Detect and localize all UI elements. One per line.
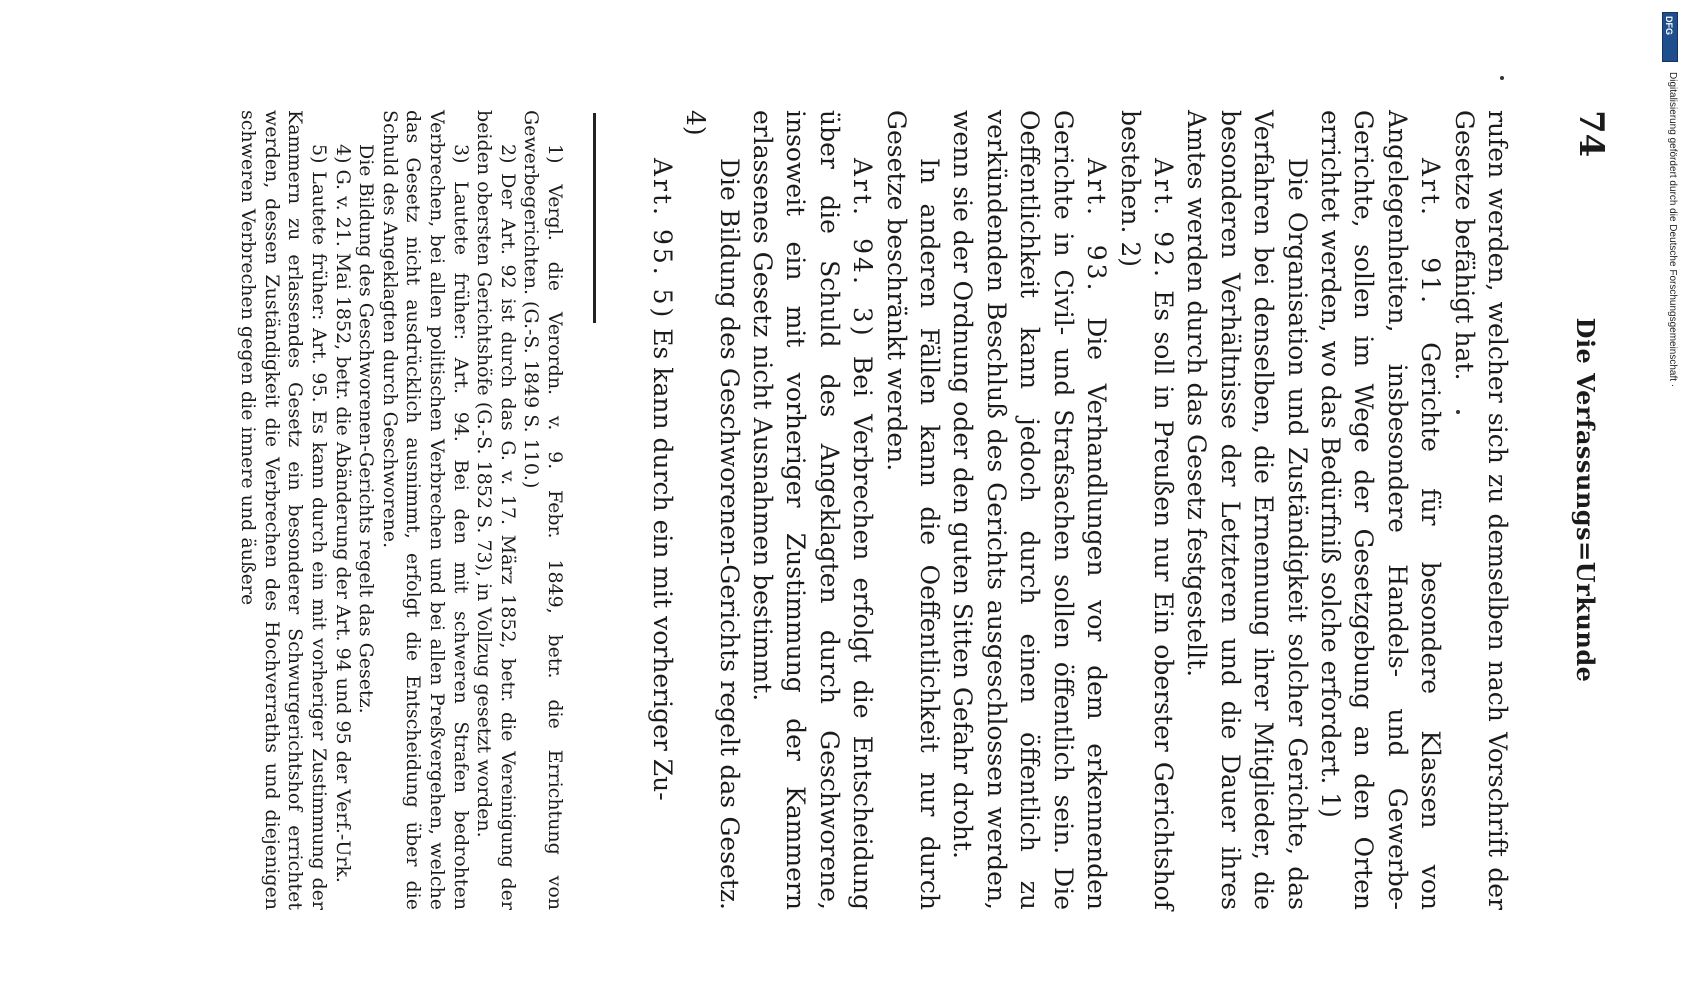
paragraph-continuation: rufen werden, welcher sich zu demselben nach Vorschrift der Gesetze befähigt hat. <box>1449 110 1512 910</box>
footnote-5: 5) Lautete früher: Art. 95. Es kann durch ein mit vorheriger Zustimmung der Kammern zu erlassendes Gesetz ein besonderer Schwurgerichtshof errichtet werden, dessen Zuständigkeit die Verbrechen des Hochverraths und diejenigen schweren Verbrechen gegen die innere und äußere <box>237 110 331 910</box>
article-94-label: Art. 94. 3) <box>848 158 878 339</box>
footnotes <box>236 110 566 910</box>
article-91-label: Art. 91. <box>1416 158 1446 307</box>
article-94-text: Bei Verbrechen erfolgt die Entscheidung über die Schuld des Angeklagten durch Geschworene, insoweit ein mit vorheriger Zustimmung der Kammern erlassenes Gesetz nicht Ausnahmen bestimmt. <box>748 110 878 910</box>
article-91 <box>1314 110 1448 910</box>
paragraph-jury-court: Die Bildung des Geschworenen-Gerichts regelt das Gesetz. 4) <box>681 110 744 910</box>
article-93-text: Die Verhandlungen vor dem erkennenden Gerichte in Civil- und Strafsachen sollen öffentlich sein. Die Oeffentlichkeit kann jedoch durch einen öffentlich zu verkündenden Beschluß des Gerichts ausgeschlossen werden, wenn sie der Ordnung oder den guten Sitten Gefahr droht. <box>948 110 1112 910</box>
footnote-2: 2) Der Art. 92 ist durch das G. v. 17. März 1852, betr. die Vereinigung der beiden obersten Gerichtshöfe (G.-S. 1852 S. 73), in Vollzug gesetzt worden. <box>473 110 519 910</box>
body-text <box>645 110 1514 910</box>
article-93-label: Art. 93. <box>1082 158 1112 294</box>
footnote-3-continued: Die Bildung des Geschworenen-Gerichts regelt das Gesetz. <box>355 144 378 714</box>
article-95-text: Es kann durch ein mit vorheriger Zu- <box>647 328 677 801</box>
article-94 <box>746 110 880 910</box>
article-95-label: Art. 95. 5) <box>647 158 677 321</box>
paragraph-organisation: Die Organisation und Zuständigkeit solcher Gerichte, das Verfahren bei denselben, die Ernennung ihrer Mitglieder, die besonderen Verhältnisse der Letzteren und die Dauer ihres Amtes werden durch das Gesetz festgestellt. <box>1182 110 1312 910</box>
footnote-rule <box>593 113 596 323</box>
article-93 <box>946 110 1113 910</box>
footnote-4: 4) G. v. 21. Mai 1852, betr. die Abänderung der Art. 94 und 95 der Verf.-Urk. <box>331 144 354 883</box>
running-head: Die Verfassungs=Urkunde <box>1571 317 1600 683</box>
footnote-1: 1) Vergl. die Verordn. v. 9. Febr. 1849, betr. die Errichtung von Gewerbegerichten. (G.-S. 1849 S. 110.) <box>520 110 566 910</box>
article-92 <box>1113 110 1180 910</box>
print-speck <box>1456 410 1460 414</box>
dfg-logo: DFG <box>1662 12 1678 62</box>
footnote-3: 3) Lautete früher: Art. 94. Bei den mit schweren Strafen bedrohten Verbrechen, bei allen politischen Verbrechen und bei allen Preßvergehen, welche das Gesetz nicht ausdrücklich ausnimmt, erfolgt die Entscheidung über die Schuld des Angeklagten durch Geschworene. <box>378 110 472 910</box>
article-92-text: Es soll in Preußen nur Ein oberster Gerichtshof bestehen. 2) <box>1115 110 1178 910</box>
digitization-credit <box>1660 8 1680 998</box>
paragraph-other-cases: In anderen Fällen kann die Oeffentlichkeit nur durch Gesetze beschränkt werden. <box>881 110 945 910</box>
article-91-text: Gerichte für besondere Klassen von Angelegenheiten, insbesondere Handels- und Gewerbe-Gerichte, sollen im Wege der Gesetzgebung an den Orten errichtet werden, wo das Bedürfniß solche erfordert. 1) <box>1315 110 1446 911</box>
print-speck <box>1500 76 1504 80</box>
credit-text: Digitalisierung gefördert durch die Deutsche Forschungsgemeinschaft · <box>1667 72 1678 388</box>
page-number: 74 <box>1571 110 1611 158</box>
article-95 <box>645 110 678 910</box>
article-92-label: Art. 92. <box>1148 158 1178 280</box>
